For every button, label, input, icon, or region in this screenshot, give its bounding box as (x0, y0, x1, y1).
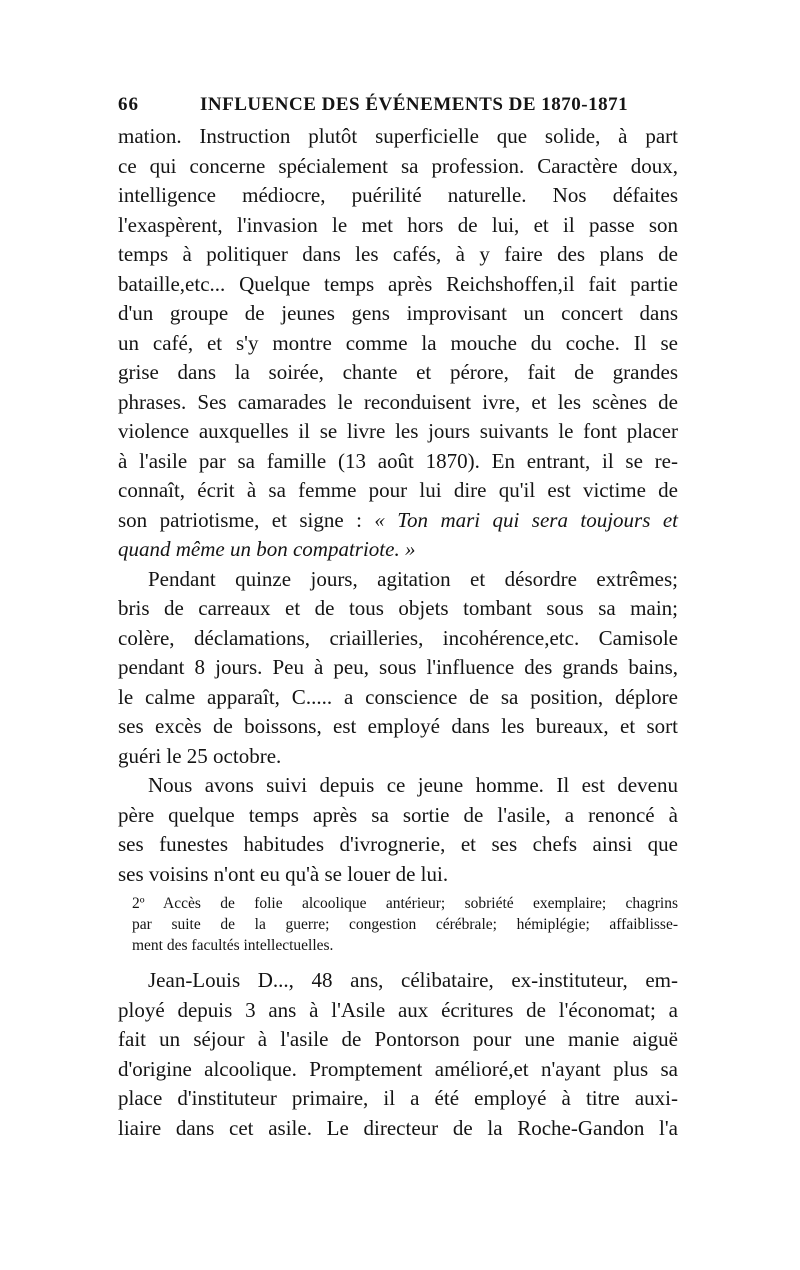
text-line: liaire dans cet asile. Le directeur de la Roche-Gandon l'a (118, 1115, 678, 1140)
text-line: ses excès de boissons, est employé dans les bureaux, et sort (118, 714, 678, 738)
text-line: violence auxquelles il se livre les jours suivants le font placer (118, 419, 678, 443)
quote-end-line (118, 535, 678, 565)
text-line: ployé depuis 3 ans à l'Asile aux écritures de l'économat; a (118, 997, 678, 1022)
text-line: ce qui concerne spécialement sa profession. Caractère doux, (118, 153, 678, 178)
text-line: un café, et s'y montre comme la mouche du coche. Il se (118, 330, 678, 355)
text-line: temps à politiquer dans les cafés, à y faire des plans de (118, 242, 678, 266)
text-fragment: son patriotisme, et signe : (118, 507, 375, 532)
text-line: pendant 8 jours. Peu à peu, sous l'influence des grands bains, (118, 655, 678, 679)
case-heading (118, 893, 678, 956)
text-line: le calme apparaît, C..... a conscience de sa position, déplore (118, 684, 678, 709)
text-line: mation. Instruction plutôt superficielle que solide, à part (118, 124, 678, 148)
text-line-with-quote (118, 506, 678, 536)
text-line: connaît, écrit à sa femme pour lui dire qu'il est victime de (118, 478, 678, 502)
text-line: à l'asile par sa famille (13 août 1870). En entrant, il se re- (118, 448, 678, 473)
text-line: bataille,etc... Quelque temps après Reichshoffen,il fait partie (118, 271, 678, 296)
quote-end: quand même un bon compatriote. » (118, 537, 416, 561)
text-line: d'origine alcoolique. Promptement amélioré,et n'ayant plus sa (118, 1056, 678, 1081)
main-text-continued (118, 966, 678, 1143)
running-title: INFLUENCE DES ÉVÉNEMENTS DE 1870-1871 (200, 94, 629, 115)
text-line: d'un groupe de jeunes gens improvisant un concert dans (118, 301, 678, 325)
text-line: place d'instituteur primaire, il a été employé à titre auxi- (118, 1086, 678, 1110)
text-line: phrases. Ses camarades le reconduisent ivre, et les scènes de (118, 389, 678, 414)
case-heading-line: 2º Accès de folie alcoolique antérieur; sobriété exemplaire; chagrins (132, 895, 678, 912)
text-line: ses voisins n'ont eu qu'à se louer de lui. (118, 861, 449, 886)
text-line: ses funestes habitudes d'ivrognerie, et ses chefs ainsi que (118, 832, 678, 856)
case-heading-line: ment des facultés intellectuelles. (132, 937, 334, 954)
text-line: grise dans la soirée, chante et pérore, fait de grandes (118, 360, 678, 384)
text-line: l'exaspèrent, l'invasion le met hors de lui, et il passe son (118, 212, 678, 237)
text-line: Jean-Louis D..., 48 ans, célibataire, ex-instituteur, em- (148, 968, 678, 992)
page-header (118, 94, 678, 124)
text-line: intelligence médiocre, puérilité naturelle. Nos défaites (118, 183, 678, 207)
text-line: père quelque temps après sa sortie de l'asile, a renoncé à (118, 802, 678, 827)
text-line: Nous avons suivi depuis ce jeune homme. Il est devenu (148, 773, 678, 797)
case-heading-line: par suite de la guerre; congestion cérébrale; hémiplégie; affaiblisse- (132, 916, 678, 933)
text-line: fait un séjour à l'asile de Pontorson pour une manie aiguë (118, 1027, 678, 1051)
text-line: guéri le 25 octobre. (118, 743, 282, 768)
page-number: 66 (118, 94, 139, 115)
quote-start: « Ton mari qui sera toujours et (374, 507, 678, 532)
text-line: bris de carreaux et de tous objets tombant sous sa main; (118, 596, 678, 620)
text-line: Pendant quinze jours, agitation et désordre extrêmes; (148, 566, 678, 591)
main-text (118, 122, 678, 889)
text-line: colère, déclamations, criailleries, incohérence,etc. Camisole (118, 625, 678, 650)
